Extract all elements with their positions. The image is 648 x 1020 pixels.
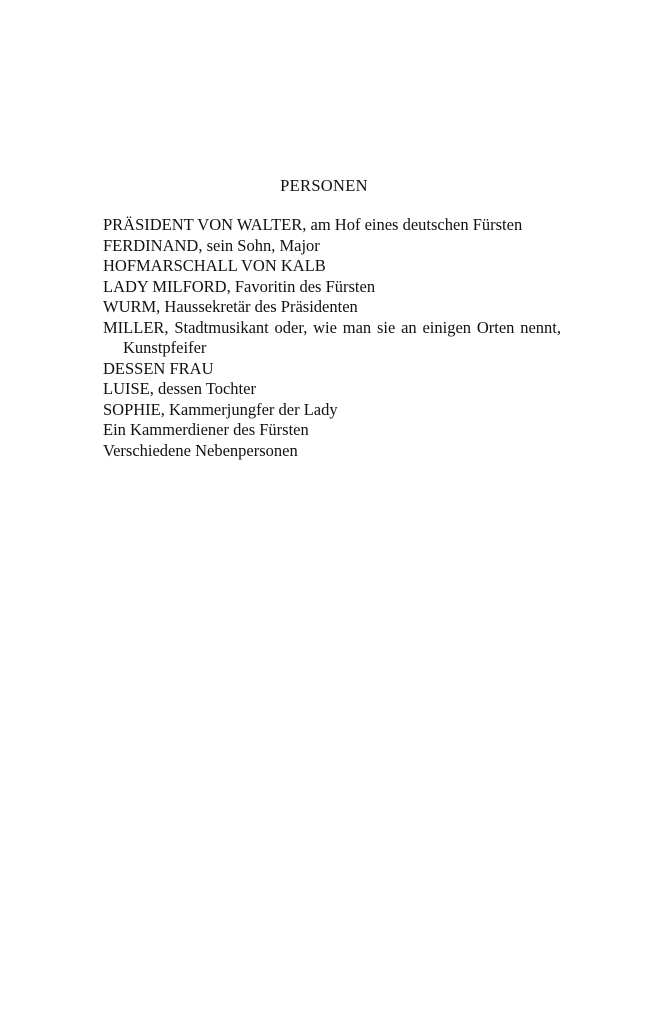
character-entry: HOFMARSCHALL VON KALB (103, 256, 326, 275)
character-entry: SOPHIE, Kammerjungfer der Lady (103, 399, 338, 419)
character-entry: MILLER, Stadtmusikant oder, wie man sie an einigen Orten nennt, Kunstpfeifer (103, 317, 561, 357)
character-entry: Ein Kammerdiener des Fürsten (103, 420, 309, 439)
character-entry: LUISE, dessen Tochter (103, 379, 256, 398)
character-entry: LADY MILFORD, Favoritin des Fürsten (103, 276, 376, 296)
character-entry: PRÄSIDENT VON WALTER, am Hof eines deutschen Fürsten (103, 215, 523, 234)
page-heading: PERSONEN (280, 176, 368, 195)
character-entry: WURM, Haussekretär des Präsidenten (103, 297, 358, 316)
character-entry: FERDINAND, sein Sohn, Major (103, 235, 320, 255)
character-list (103, 215, 561, 461)
character-entry: DESSEN FRAU (103, 358, 214, 378)
character-entry: Verschiedene Nebenpersonen (103, 440, 298, 460)
